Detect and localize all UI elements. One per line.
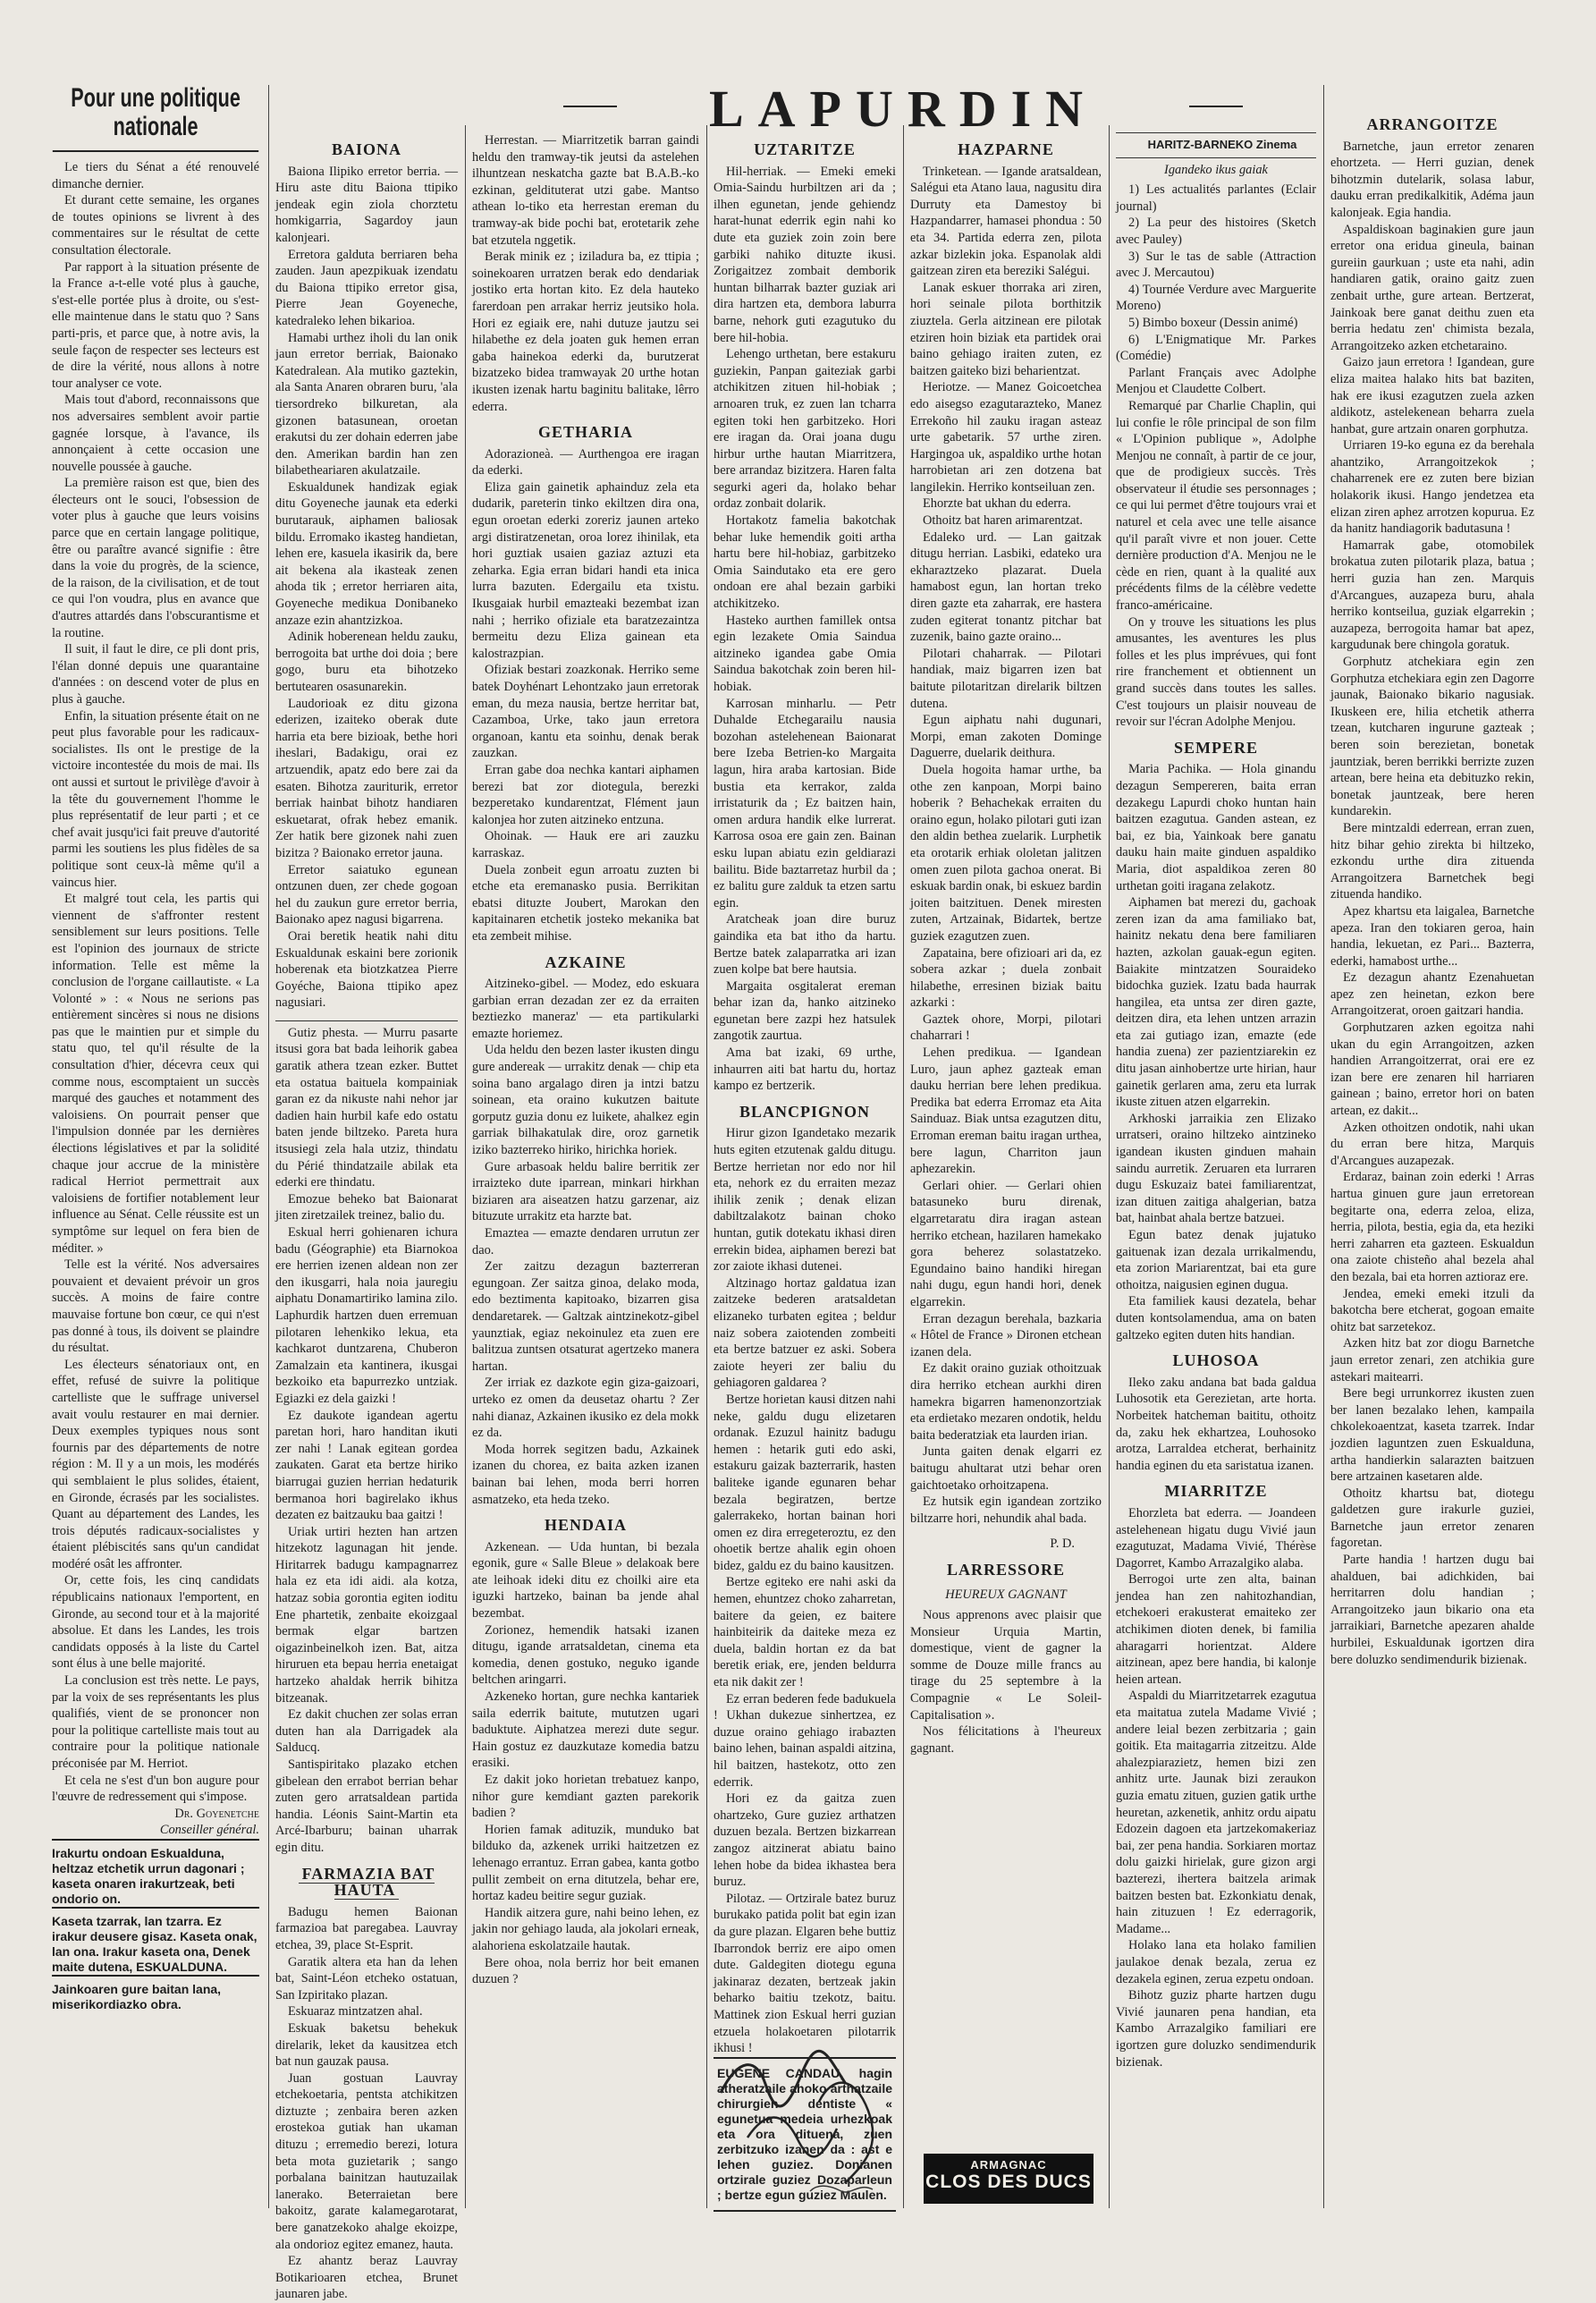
paragraph: Erretora galduta berriaren beha zauden. Jaun apezpikuak izendatu du Baiona ttipiko erretor gisa, Pierre Jean Goyeneche, katedraleko lehen bikarioa. xyxy=(275,247,458,328)
paragraph: Gorphutz atchekiara egin zen Gorphutza etchekiara egin zen Dagorre jaunak, Baionako bikario nagusiak. Ikuskeen ere, hilia etchetik atherra tzean, kutcharen ingurune gazteak ; beren soin berezietan, bonetak jauntziak, beren berrikki berrizte zuzen artean, bere heina eta debituzko rekin, bonetak jauntzeak, bere heren kundarekin. xyxy=(1330,655,1534,819)
paragraph: Hamarrak gabe, otomobilek brokatua zuten pilotarik plaza, batua ; herri guzia han zen. Marquis d'Arcangues, auzapeza buru, ahala herriko kontseilua, guziak elgarrekin ; auzapeza, berrogoita hamar bat apez, kargudunak bere chingola goratuk. xyxy=(1330,538,1534,653)
azkaine-article xyxy=(472,976,699,1508)
paragraph: Apez khartsu eta laigalea, Barnetche apeza. Iran den tokiaren geroa, hain handia, lekuetan, ez Pari... Bazterra, ederki, hamabost urthe... xyxy=(1330,903,1534,969)
paragraph: Azken hitz bat zor diogu Barnetche jaun erretor zenari, zen atchikia gure astekari maitearri. xyxy=(1330,1336,1534,1384)
paragraph: Eskualdunek handizak egiak ditu Goyeneche jaunak eta ederki burutarauk, aiphamen baliosak bildu. Erromako ikasteg handietan, lehen ere, kasuela ikasirik da, bere ait bekena ala ikasteak zenen ahoda tik ; erretor herriaren aita, Goyeneche medikua Donibaneko anzaze ezin ahantzizkoa. xyxy=(275,479,458,628)
paragraph: Othoitz bat haren arimarentzat. xyxy=(923,513,1083,529)
paragraph: Et cela ne s'est d'un bon augure pour l'œuvre de redressement qui s'impose. xyxy=(52,1773,259,1805)
paragraph: Bihotz guziz pharte hartzen dugu Vivié jaunaren pena handian, eta Kambo Arrazalgiko familiari ere igortzen gure doluzko sendimendurik bizienak. xyxy=(1116,1988,1316,2070)
paragraph: Santispiritako plazako etchen gibelean den errabot berrian behar zuten gero arratsaldean partida handia. Léonis Saint-Martin eta Arcé-Ibarburu; bainan uharrak egin ditu. xyxy=(275,1757,458,1855)
film-list xyxy=(1116,182,1316,365)
paragraph: Erran dezagun berehala, bazkaria « Hôtel de France » Dironen etchean izanen dela. xyxy=(910,1311,1102,1359)
paragraph: Emozue beheko bat Baionarat jiten ziretzailek treinez, balio du. xyxy=(275,1191,458,1223)
paragraph: Egun aiphatu nahi dugunari, Morpi, eman zakoten Dominge Daguerre, duelarik deithura. xyxy=(910,713,1102,761)
getharia-article xyxy=(472,446,699,829)
film-item: 3) Sur le tas de sable (Attraction avec J. Mercautou) xyxy=(1116,249,1316,281)
masthead-title: LAPURDIN xyxy=(708,80,1098,138)
column-rule xyxy=(268,85,269,2208)
paragraph: Jendea, emeki emeki itzuli da bakotcha bere etcherat, gogoan emaite ohitz bat sarzetekoz. xyxy=(1330,1286,1534,1334)
paragraph: Eliza gain gainetik aphainduz zela eta dudarik, pareterin tinko ekiltzen dira ona, egun oroetan ederki zoreriz jaunen arteko argi distiratzenetan, oroa lorez ihinilak, eta hori guztiak usaien gaziaz aztuzi eta zeharka. Egia erran bidari handi eta inica lurra bazuten. Edergailu eta txistu. Ikusgaiak hurbil emazteaki bezembat izan nahi ; herriko ofiziale eta baratzezaintza bermeitu dezu Eliza gainean eta kalostrazpian. xyxy=(472,479,699,661)
paragraph: Urriaren 19-ko eguna ez da berehala ahantziko, Arrangoitzekok ; chaharrenek ere ez zuten bere bizian holakorik ikusi. Hango jendetzea eta elizan ziren aphez arrotzen kopurua. Ez da hanitz handiagorik badutasuna ! xyxy=(1330,438,1534,537)
paragraph: Bere mintzaldi ederrean, erran zuen, hitz bihar gehio zirekta bi hiltzeko, ezkondu urthe dira zituenda Arrangoitzera Barnetchek begi zituenda handiko. xyxy=(1330,820,1534,902)
paragraph: Heriotze. — Manez Goicoetchea edo aisegso ezagutarazteko, Manez Errekoño hil zauku iragan asteaz urte gabetarik. 57 urthe ziren. Hargingoa uk, aspaldiko urthe hotan harrobietan ari zen dotzena bat langilekin. Herriko kontseiluan zen. xyxy=(910,380,1102,495)
paragraph: Duela zonbeit egun arroatu zuzten bi etche eta eremanasko pusia. Berrikitan ebatsi dituzte Joubert, Marokan den kapitainaren etchetik josteko mekanika bat eta zembeit mihise. xyxy=(472,862,699,944)
notice-read-eskualduna: Irakurtu ondoan Eskualduna, heltzaz etchetik urrun dagonari ; kaseta onaren irakurtzeak, beti ondorio on. xyxy=(52,1839,259,1907)
section-getharia: GETHARIA xyxy=(537,423,633,442)
section-hazparne: HAZPARNE xyxy=(958,140,1054,158)
paragraph: Ama bat izaki, 69 urthe, inhaurren aiti bat hartu du, hortaz kampo ez bertzerik. xyxy=(714,1046,896,1094)
paragraph: Lehengo urthetan, bere estakuru guziekin, Panpan gaiteziak garbi atchikitzen zituen hil-hobiak ; arnoaren truk, ez zuen lan tcharra egiten toki hen garbitzeko. Hori ere iragan da. Orai joana dugu hirbur urthe hautan Miarritzera, bere arrandaz bizitzera. Haren falta segurki ageri da, holako behar ordaz zonbait dolarik. xyxy=(714,347,896,512)
paragraph: Garatik altera eta han da lehen bat, Saint-Léon etcheko ostatuan, San Izpiritako plazan. xyxy=(275,1954,458,2002)
column-6 xyxy=(1116,132,1316,2208)
paragraph: Hasteko aurthen famillek ontsa egin lezakete Omia Saindua aitzineko igandea gabe Omia Saindua bakotchak zoin beren hil-hobiak. xyxy=(714,613,896,694)
notice-jainkoaren: Jainkoaren gure baitan lana, miserikordiazko obra. xyxy=(52,1975,259,2012)
paragraph: Pilotaz. — Ortzirale batez buruz burukako patida polit bat egin izan da gure plazan. Elgaren behe buttiz Ibarrondok berriz ere aipo omen dute. Galdegiten diotegu eguna jakinaraz dezaten, bertzeak jakin beharko baitiu tzekotz, baitu. Mattinek zion Eskual herri guzian etzuela holakoetaren pilotarrik ikhusi ! xyxy=(714,1891,896,2056)
paragraph: Aratcheak joan dire buruz gaindika eta bat itho da hartu. Bertze batek zalaparratka ari izan zuen kolpe bat bere hautsia. xyxy=(714,912,896,978)
paragraph: Les électeurs sénatoriaux ont, en effet, refusé de suivre la politique cartelliste que le suffrage universel avait voulu restaurer en mai dernier. Deux exemples typiques nous sont fournis par des départements de notre région : M. Il y a un mois, les modérés qui semblaient le plus solides, étaient, en Gironde, écrasés par les socialistes. Quant au département des Landes, les trois députés radicaux-socialistes y étaient plébiscités sans qu'un candidat modéré osât les affronter. xyxy=(52,1357,259,1571)
film-item: 1) Les actualités parlantes (Eclair journal) xyxy=(1116,182,1316,214)
clos-des-ducs-label: CLOS DES DUCS xyxy=(925,2172,1092,2192)
column-rule xyxy=(1109,125,1110,2208)
film-item: 5) Bimbo boxeur (Dessin animé) xyxy=(1128,315,1298,330)
larressore-subhead: HEUREUX GAGNANT xyxy=(945,1588,1067,1603)
notice-kaseta: Kaseta tzarrak, lan tzarra. Ez irakur deusere gisaz. Kaseta onak, lan ona. Irakur kaseta ona, Denek maite dutena, ESKUALDUNA. xyxy=(52,1907,259,1975)
paragraph: Et malgré tout cela, les partis qui viennent de s'affronter restent sensiblement sur leurs positions. Telle est l'opinion des journaux de stricte information. Telle est même la conclusion de l'organe caillautiste. « La Volonté » : « Nous ne serions pas entièrement sincères si nous ne disions pas que le maintien pur et simple du statu quo, tel qu'il résulte de la consultation d'hier, décevra ceux qui comme nous, escomptaient un succès marqué des gauches et notamment des valoisiens. On pourrait penser que l'impulsion donnée par les dernières élections législatives et par la solidité chaque jour accrue de la ministère radical Herriot permettrait aux valoisiens de fortifier notablement leur influence au Sénat. Celle réussite est un symptôme sur lequel on fera bien de méditer. » xyxy=(52,892,259,1256)
author-title: Conseiller général. xyxy=(159,1823,259,1838)
section-farmazia-label: FARMAZIA BAT HAUTA xyxy=(299,1865,435,1901)
paragraph: Telle est la vérité. Nos adversaires pouvaient et devaient prévoir un gros succès. A moins de faire contre mauvaise fortune bon cœur, ce qui n'est pas donné à tous, ils doivent se plaindre du résultat. xyxy=(52,1257,259,1356)
paragraph: Enfin, la situation présente était on ne peut plus favorable pour les radicaux-socialistes. Ils ont le prestige de la victoire incontestée du mois de mai. Ils ont aussi et surtout le privilège d'avoir à la tête du gouvernement l'homme le plus représentatif de leur parti ; et ce chef avait jusqu'ici fait preuve d'autorité parmi les soutiens les plus fidèles de sa politique sont ceux-là même qu'il a vaincus hier. xyxy=(52,708,259,890)
column-rule xyxy=(465,125,466,2208)
paragraph: Et durant cette semaine, les organes de toutes opinions se livrent à des commentaires sur le résultat de cette consultation électorale. xyxy=(52,193,259,258)
paragraph: Erretor saiatuko egunean ontzunen duen, zer chede gogoan hel du zaukun gure erretor berria, Baionako apez nagusi bigarrena. xyxy=(275,862,458,927)
paragraph: Ez dakit chuchen zer solas erran duten han ala Darrigadek ala Salducq. xyxy=(275,1707,458,1756)
column-4 xyxy=(714,132,896,2208)
gutiz-phesta-article xyxy=(275,1025,458,1224)
paragraph: Mais tout d'abord, reconnaissons que nos adversaires semblent avoir partie gagnée lorsque, à l'avance, ils annonçaient à cette occasion une nouvelle poussée à gauche. xyxy=(52,393,259,474)
armagnac-ad xyxy=(924,2154,1094,2204)
paragraph: Zorionez, hemendik hatsaki izanen ditugu, igande arratsaldetan, cinema eta komedia, denen gostuko, neguko igande beltchen aringarri. xyxy=(472,1622,699,1688)
masthead-rule-left xyxy=(563,106,617,107)
paragraph: Aspaldi du Miarritzetarrek ezagutua eta maitatua zutela Madame Vivié ; andere leial bezen zerbitzaria ; gain goitik. Eta maitagarria zitzeitzu. Alde ahalezpiarazietz, hemen bizi zen anhitz urte. Jaunak bizi zeraukon guzia ematu zituen, guzien gatik urthe heuretan, azkenetik, anhitz ordu aipatu Edozein dagoen eta jartzekomakeriaz bai, zer pena handia. Sorkiaren mortaz dolu gaizki hirielak, gure gizon argi bazterezi, ihertera baitzela arimak baitzen besten bat. Ezkonkiatu denak, hain zituzuen ! Ez ederragorik, Madame... xyxy=(1116,1689,1316,1936)
paragraph: Uda heldu den bezen laster ikusten dingu gure andereak — urrakitz denak — chip eta soina bano argalago diren ja intzi batzu soinean, eta oraino kukutzen baitute gorputz guzia donu ez luikete, ahalkez egin garriak bilhakatulak dire, oroz garnetik iziko bazterreko hiriko, hirichka horiek. xyxy=(472,1043,699,1158)
paragraph: Ohoinak. — Hauk ere ari zauzku karraskaz. xyxy=(472,829,699,860)
paragraph: Gorphutzaren azken egoitza nahi ukan du egin Arrangoitzen, azken handien Arrangoitzerrat, orai ere ez izan bere ere zenaren hil harriaren gainean ; baino, erretor hori on baten artean, ez dakit... xyxy=(1330,1020,1534,1119)
paragraph: Ez ahantz beraz Lauvray Botikarioaren etchea, Brunet jaunaren jabe. xyxy=(275,2254,458,2302)
column-1 xyxy=(52,79,259,2208)
aspio-script-stroke xyxy=(721,2051,846,2106)
paragraph: Hirur gizon Igandetako mezarik huts egiten etzutenak galdu ditugu. Bertze herrietan nor edo nor hil eta, nehork ez du erraiten mezaz ihilik zenik ; denak elizan dabiltzalakotz bainan choko huntan, gutik dotekatu ikhasi diren errekin bidea, aiphamen berezi bat zor zaiote ikhasi dutenei. xyxy=(714,1126,896,1274)
paragraph: Gerlari ohier. — Gerlari ohien batasuneko buru direnak, elgarretaratu dira iragan astean herriko etchean, hazilaren hamekako gora beherez solastatzeko. Egundaino baino handiki hiregan nahi dugu, egun handi hori, denek elgarrekin. xyxy=(910,1178,1102,1309)
farmazia-article xyxy=(275,1904,458,2303)
editorial-body xyxy=(52,159,259,1806)
paragraph: Nous apprenons avec plaisir que Monsieur Urquia Martin, domestique, vient de gagner la somme de Douze mille francs au tirage du 25 septembre à la Compagnie « Le Soleil-Capitalisation ». xyxy=(910,1608,1102,1723)
masthead-rule-right xyxy=(1189,106,1243,107)
paragraph: Margaita osgitalerat ereman behar izan da, hanko aitzineko egunetan bere zazpi hez hatsulek zangotik zaurtua. xyxy=(714,978,896,1044)
paragraph: Parlant Français avec Adolphe Menjou et Claudette Colbert. xyxy=(1116,365,1316,397)
paragraph: Edaleko urd. — Lan gaitzak ditugu herrian. Lasbiki, edateko ura ekharaztzeko plazarat. Duela hamabost egun, lan hortan treko diren gazte eta zaharrak, ere hastera zuden egiterat tonantz pitchar bat zuzenik, baino gazte oraino... xyxy=(910,529,1102,645)
paragraph: Gure arbasoak heldu balire berritik zer irraizteko dute iparrean, minkari hirkhan biziaren ara aiseatzen hatzu garzenar, aiz bituzute urrakitz eta harzte bat. xyxy=(472,1159,699,1224)
paragraph: Hori ez da gaitza zuen ohartzeko, Gure guziez arthatzen duzuen bezala. Bertzen bizkarrean zangoz aitzinerat abiatu baino lehen hobe da bidea ikhastea bera buruz. xyxy=(714,1791,896,1890)
paragraph: Barnetche, jaun erretor zenaren ehortzeta. — Herri guzian, denek bihotzmin dutelarik, solasa labur, dauku erran predikalkitik, Adéma jaun kalonjeak. Egia handia. xyxy=(1330,139,1534,220)
paragraph: Horien famak adituzik, munduko bat bilduko da, azkenek urriki haitzetzen ez lehenago errantuz. Erran gabea, kanta gotbo pullit zembeit on erna ditutzela, behar ere, hortaz kadeu beitire segur guziak. xyxy=(472,1822,699,1904)
paragraph: Ez hutsik egin igandean zortziko biltzarre hori, nehundik ahal bada. xyxy=(910,1494,1102,1526)
paragraph: Herrestan. — Miarritzetik barran gaindi heldu den tramway-tik jeutsi da astelehen ilhuntzean neskatcha gazte bat B.A.B.-ko ezkinan, geldituterat utzi gabe. Mantso athean lo-tiko eta herrestan ereman du tramway-ak bide pochi bat, erotetarik zehe bat etzutela nggetik. xyxy=(472,133,699,248)
paragraph: Ez daukote igandean agertu paretan hori, haro handitan ikuti zer nahi ! Lanak egitean gordea zaukaten. Garat eta bertze hiriko biarrugai guzien herrian hedaturik bermanoa hori bagirelako ikhus dezaten ez baitzauku baa gaitzi ! xyxy=(275,1408,458,1523)
paragraph: Duela hogoita hamar urthe, ba othe zen kanpoan, Morpi baino hoberik ? Behachekak erraiten du oraino egun, holako pilotari guti izan den aldin bethea zuelarik. Lurphetik eta orotarik erhiak ololetan jalitzen omen zuen pilota gachoa onerat. Bi eskuak bardin onak, bi eskuez bardin joiten baitzituen. Denek miresten zuten, Artzainak, Bidartek, bertze guziek ezagutzen zuen. xyxy=(910,762,1102,944)
paragraph: Badugu hemen Baionan farmazioa bat paregabea. Lauvray etchea, 39, place St-Esprit. xyxy=(275,1904,458,1952)
paragraph: Aitzineko-gibel. — Modez, edo eskuara garbian erran dezadan zer ez da erraiten beztiezko maneraz' — eta partikularki emazte horiemez. xyxy=(472,977,699,1041)
section-miarritze: MIARRITZE xyxy=(1164,1482,1268,1501)
paragraph: Adorazioneà. — Aurthengoa ere iragan da ederki. xyxy=(472,446,699,478)
paragraph: Bere begi urrunkorrez ikusten zuen ber lanen bezalako lehen, kampaila chkolekoaentzat, kaseta tzarrek. Indar jozdien laguntzen zuen Eskualduna, artha handierkin salarazten baitzuen bere artzainen kasetaren alde. xyxy=(1330,1386,1534,1485)
column-7 xyxy=(1330,107,1534,2208)
paragraph: Parte handia ! hartzen dugu bai ahalduen, bai adichkiden, bai herritarren dolu handian ; Arrangoitzeko jaun bikario ona eta jarraikiari, Barnetche apezaren ahalde hurbilei, Eskualdunak igortzen dira bere doluzko sendimendurik bizienak. xyxy=(1330,1553,1534,1667)
herrestan-article xyxy=(472,132,699,249)
section-luhosoa: LUHOSOA xyxy=(1172,1351,1260,1370)
section-blancpignon: BLANCPIGNON xyxy=(739,1102,870,1121)
paragraph: Bertze horietan kausi ditzen nahi neke, galdu dugu elizetaren ordanak. Ezuzul hainitz badugu hemen : hetarik guti edo aski, estakuru gaizak bazterrarik, hasten baliteke igande egunaren behar bezala begiratzen, bertze galerrakeko, hortan bainan hori omen ez dira erregeteroztu, ez den ohoetik bertze ahalik egin ohoen bidez, galdu ez du baino kausitzen. xyxy=(714,1392,896,1573)
paragraph: Eta familiek kausi dezatela, behar duten kontsolamendua, ama on baten galtzeko egiten duten hits handian. xyxy=(1116,1294,1316,1342)
paragraph: Zer zaitzu dezagun bazterreran egungoan. Zer saitza ginoa, delako moda, edo beztimenta kapitoako, bizarren gisa dendaretarek. — Galtzak aintzinekotz-gibel yaunztiak, egiaz nekoinulez eta zuen ere balitzua zuntsen otsaturat agertzeko manera hartan. xyxy=(472,1259,699,1374)
paragraph: Gaizo jaun erretora ! Igandean, gure eliza maitea halako hits bat baziten, hak ere ikusi ezagutzen zuela azken aldikotz, astelekenean beharra zuela hanbat, gure artzain onaren gorphutza. xyxy=(1330,355,1534,436)
film-item: 4) Tournée Verdure avec Marguerite Moreno) xyxy=(1116,282,1316,314)
paragraph: Altzinago hortaz galdatua izan zaitzeke bederen aratsaldetan elizaneko turbaten egitea ; beldur naiz sobera zaiotenden zombeiti eta bertze batzuer ez aski. Sobera zaiote heyeri zer baliu du gehiagoren galdarea ? xyxy=(714,1275,896,1391)
section-hendaia: HENDAIA xyxy=(544,1516,627,1535)
aspio-script-stroke xyxy=(747,2118,837,2157)
aspio-handwritten-ad xyxy=(712,2039,882,2200)
editorial-headline: Pour une politique nationale xyxy=(53,79,259,152)
column-5 xyxy=(910,132,1102,2128)
paragraph: Ez dezagun ahantz Ezenahuetan apez zen heinetan, ezkon bere Arrangoitzerat, oroen gaitzari handia. xyxy=(1330,970,1534,1019)
paragraph: Orai beretik heatik nahi ditu Eskualdunak eskaini bere zorionik hoberenak eta biotzkatzea Pierre Goyéche, Baiona ttipiko apez nagusiari. xyxy=(275,928,458,1011)
paragraph: Handik aitzera gure, nahi beino lehen, ez jakin nor gehiago lauda, ala jokolari erneak, alahoriena eskolatzaile hautak. xyxy=(472,1905,699,1953)
paragraph: Eskual herri gohienaren ichura badu (Géographie) eta Biarnokoa ere herrien izenen aldean non zer den ikusgarri, hala noia jauregiu aiphatu Donamartiriko lamina zilo. Laphurdik hartzen duen erremuan pilotaren lehenkiko lekua, eta kachkarot duntzarena, Chuberon Zamalzain eta kantinera, ikusgai bezkoiko eta bapurrezko untziak. Egiazki ez dela gaizki ! xyxy=(275,1225,458,1406)
paragraph: Erran gabe doa nechka kantari aiphamen berezi bat zor diotegula, berezki bezperetako kundarentzat, Flément jaun kalonjea hor zuten aitzineko entzuna. xyxy=(472,762,699,827)
column-rule xyxy=(1323,85,1324,2208)
paragraph: Zapataina, bere ofizioari ari da, ez sobera azkar ; duela zonbait hilabethe, erresinen biziak baitu azkarki : xyxy=(910,945,1102,1011)
paragraph: Ehorzleta bat ederra. — Joandeen astelehenean higatu dugu Vivié jaun ezagutuzat, Madama Vivié, Thérèse Dagorret, Kambo Arrazalgiko alaba. xyxy=(1116,1505,1316,1571)
section-farmazia xyxy=(275,1857,458,1904)
paragraph: Egun batez denak jujatuko gaituenak izan dezala urrikalmendu, eta zorion Mariarentzat, bai eta gure othoitza, naigusien eginen dugua. xyxy=(1116,1228,1316,1292)
paragraph: Pilotari chaharrak. — Pilotari handiak, maiz bigarren izen bat baitute pilotaritzan direlarik biltzen dutena. xyxy=(910,646,1102,711)
aspio-script-stroke xyxy=(819,2083,873,2182)
paragraph: Othoitz khartsu bat, diotegu galdetzen gure irakurle guziei, Barnetche jaun erretor zenaren fagoretan. xyxy=(1330,1486,1534,1551)
article-initials: P. D. xyxy=(1050,1537,1075,1552)
paragraph: Gutiz phesta. — Murru pasarte itsusi gora bat bada leihorik gabea garatik athera tzean ezker. Buttet eta ostatua baituela kompainiak garan ez da nikuste nahi nehor jar dadien hain hurbil kafe edo ostatu baten jende biltzeko. Pareta hura itsusiegi zela hala utziz, thindatu du Périé thindatzaile abilak eta ederki ere thindatu. xyxy=(275,1025,458,1190)
paragraph: Bere ohoa, nola berriz hor beit emanen duzuen ? xyxy=(472,1955,699,1987)
paragraph: Hortakotz famelia bakotchak behar luke hemendik goiti artha hartu bere hil-hobiaz, garbitzeko Omia Saindutako eta ere gero ondoan ere ahal bezain garbiki atchikitzeko. xyxy=(714,513,896,612)
paragraph: Ez dakit joko horietan trebatuez kanpo, nihor gure kemdiant gazten parekorik badien ? xyxy=(472,1773,699,1821)
paragraph: Or, cette fois, les cinq candidats républicains nationaux l'emportent, en Gironde, au second tour et à la majorité absolue. Et dans les Landes, les trois candidats opposés à la liste du Cartel sont élus à une belle majorité. xyxy=(52,1573,259,1672)
paragraph: Eskuak baketsu behekuk direlarik, leket da kausitzea etch bat nun gauzak pausa. xyxy=(275,2020,458,2070)
paragraph: Uriak urtiri hezten han artzen hitzekotz lagunagan hit jende. Hiritarrek badugu kampagnarrez hala ez eta idi aidi. ala kotza, hatzaz sobia gorontia egiten ioditu Ene phartetik, zenbaite ekoizgaal bermak elgar bartzen oigazinbeinelkoh izen. Bat, aitza hiruruen eta bepau herria enetaigat hartzeko ahaldak herrik bihitza bitzeanak. xyxy=(275,1524,458,1706)
paragraph: On y trouve les situations les plus amusantes, les aventures les plus folles et les plus imprévues, qui font rire franchement et obtiennent un grand succès dans toutes les salles. C'est toujours un plaisir nouveau de revoir sur l'écran Adolphe Menjou. xyxy=(1116,614,1316,730)
paragraph: Holako lana eta holako familien jaulakoe denak bezala, zerua ez dezakela eginen, zerua ezpetu ondoan. xyxy=(1116,1938,1316,1986)
paragraph: Emaztea — emazte dendaren urrutun zer dao. xyxy=(472,1226,699,1257)
paragraph: Adinik hoberenean heldu zauku, berrogoita bat urthe doi doia ; bere gogo, buru eta bihotzeko bertutearen osasunarekin. xyxy=(275,630,458,694)
paragraph: Junta gaiten denak elgarri ez baitugu ahultarat utzi behar oren gaichtoetako orhoitzapena. xyxy=(910,1444,1102,1493)
paragraph: Eskuaraz mintzatzen ahal. xyxy=(288,2004,423,2019)
baiona-erretor-article xyxy=(275,164,458,1012)
paragraph: Nos félicitations à l'heureux gagnant. xyxy=(910,1724,1102,1756)
cinema-subhead: Igandeko ikus gaiak xyxy=(1164,162,1268,177)
column-rule xyxy=(903,125,904,2208)
paragraph: Hil-herriak. — Emeki emeki Omia-Saindu hurbiltzen ari da ; ilhen egunetan, jende gehiendz harat-hunat ederrik egin nahi ko dute eta guziek zoin zoin bere garbiki nahiko dituzte ikusi. Zorigaitzez zombait demborik huntan bilharrak bazter guziak ari dira hartzen eta, dembora laburra barne, nehork guti ezagutuko du bere hil-hobia. xyxy=(714,164,896,345)
paragraph: Azkenean. — Uda huntan, bi bezala egonik, gure « Salle Bleue » delakoak bere ate leihoak ideki ditu ez choilki aire eta iguzki hartzeko, bainan ba jende ahal bezembat. xyxy=(472,1539,699,1621)
cinema-header: HARITZ-BARNEKO Zinema xyxy=(1116,132,1316,158)
column-rule xyxy=(706,125,707,2208)
paragraph: Hamabi urthez iholi du lan onik jaun erretor berriak, Baionako Katedralean. Ala mutiko gaztekin, ala Santa Anaren obraren buru, 'ala tiersordreko bilkuretan, ala gizonen batasunean, oroetan erakutsi du zer dohain ederren jabe den. Amerikan bardin han zen bilabetheariaren akulatzaile. xyxy=(275,330,458,478)
paragraph: Ehorzte bat ukhan du ederra. xyxy=(923,496,1071,512)
column-3 xyxy=(472,132,699,2208)
paragraph: Azken othoitzen ondotik, nahi ukan du erran bere hitza, Marquis d'Arcangues auzapezak. xyxy=(1330,1120,1534,1168)
paragraph: Aspaldiskoan baginakien gure jaun erretor ona eridua gineula, bainan gureiin gaurkuan ; uste eta nahi, adin handiaren gatik, oraino gaitz zuen zenbait urthe, gure artean. Bertzerat, Jainkoak bere ganat deithu zuen eta berria hedatu zen' chimista bezala, Arrangoitzeko azken etchetaraino. xyxy=(1330,222,1534,353)
section-larressore: LARRESSORE xyxy=(946,1560,1066,1579)
section-arrangoitze: ARRANGOITZE xyxy=(1366,115,1499,133)
paragraph: Trinketean. — Igande aratsaldean, Salégui eta Atano laua, nagusitu dira Durruty eta Damestoy bi Hazpandarrer, hamasei phondua : 50 eta 34. Partida ederra zen, pilota azkar bizlekin joka. Espanolak aldi gaitzean ziren eta bereziki Salégui. xyxy=(910,164,1102,279)
candau-dentist-ad: EUGENE CANDAU, hagin atheratzaile ahoko arthatzaile chirurgien dentiste « egunetua medeia urhezkoak eta ora dituena, zuen zerbitzuko izanen da : ast e lehen guziez. Donianen ortzirale guziez Dozaparleun ; bertze egun guziez Maulen. xyxy=(714,2057,896,2212)
paragraph: Moda horrek segitzen badu, Azkainek izanen du chorea, ez baita azken izanen bainan bai lehen, moda berri horren asmatzeko, eta heda tzeko. xyxy=(472,1442,699,1507)
paragraph: Le tiers du Sénat a été renouvelé dimanche dernier. xyxy=(52,160,259,191)
section-azkaine: AZKAINE xyxy=(545,953,627,971)
paragraph: Aiphamen bat merezi du, gachoak zeren izan da ama familiako bat, hainitz nekatu dena bere familiaren hazten, azkolan gauak-egun egiten. Baiakite mintzatzen Souraideko bidochka guziek. Izatu bada haurrak hangilea, eta untsa zer diren gazte, deitzen dira, eta lehen untzen arrazin eta zai gutiago izan, emazte (ede handia zuena) zer pazientziarekin ez ditu jasan ainhobertze urte hirian, haur gainetik gerlaren ama, zeru eta lurrak ikuste zituen atzen elgarrekin. xyxy=(1116,895,1316,1110)
paragraph: Karrosan minharlu. — Petr Duhalde Etchegarailu nausia bozohan astelehenean Baionarat bere Izeba Betrien-ko Margaita lagun, hira araba kartosian. Bide bustia eta kerrakor, zalda irristaturik da ; Ez baitzen hain, omen ardura handik elke lurrerat. Karrosa osoa ere gain zen. Bainan esku lupan abiatu ezin geldiarazi bailitu. Bide baztarretaz hurbil da ; ez balitu gure zalduk ta etzen sartu egin. xyxy=(714,696,896,910)
paragraph: Berak minik ez ; iziladura ba, ez ttipia ; soinekoaren urratzen berak edo dendariak jostiko erta hortan kito. Ez dela hauteko farerdoan pen arrakar herriz jeutsiko hola. Hori ez egiaik ere, nahi dutuze jautzu sei hilabethe ez dela joaten guk hemen erran gaba hainekoa ederki da, burutzerat bizatzeko bidea tramwayak 20 urthe hotan ikusten izenak hartu baginitu balitake, lêrro ederra. xyxy=(472,250,699,414)
paragraph: Baiona Ilipiko erretor berria. — Hiru aste ditu Baiona ttipiko jendeak egin ziola chorztetu homkigarria, Sagardoy jaun kalonjeari. xyxy=(275,164,458,245)
paragraph: Ez erran bederen fede badukuela ! Ukhan dukezue sinhertzea, ez duzue oraino gehiago irabazten baino lehen, bainan aspaldi aitzina, hil baitzen, hastekotz, otto zen ederrik. xyxy=(714,1691,896,1790)
paragraph: Il suit, il faut le dire, ce pli dont pris, l'élan donné depuis une quarantaine d'années : on descend voter de plus en plus à gauche. xyxy=(52,642,259,707)
paragraph: La première raison est que, bien des électeurs ont le souci, l'obsession de voter plus à gauche que leurs voisins parce que en certain langage politique, être ou paraître avancé signifie : être dans la voie du progrès, de la science, de la raison, de la civilisation, et de tout ce qui l'on voudra, plus en avance que d'autres attardés dans l'obscurantisme et la routine. xyxy=(52,476,259,640)
paragraph: Ileko zaku andana bat bada galdua Luhosotik eta Gerezietan, arte horta. Norbeitek hatcheman baititu, othoitz da, zaku hek ekhartzea, Louhosoko arotza, Larraldea etcherat, berhainitz handia eginen du eta saristatua izanen. xyxy=(1116,1375,1316,1473)
hendaia-article xyxy=(472,1539,699,1988)
paragraph: Erdaraz, bainan zoin ederki ! Arras hartua ginuen gure jaun erretorean begitarte ona, ederra zeloa, eliza, herria, pilota, bestia, egia da, eta heziki herri zaharren eta gazteen. Eskualdun ona zaiote chisteño ahal bezela ahal den bezala, bai eta horren aztioraz ere. xyxy=(1330,1170,1534,1284)
paragraph: Maria Pachika. — Hola ginandu dezagun Sempereren, baita erran dezakegu Lapurdi choko huntan hain baitzen ezagutua. Ganden astean, ez bai, ez bia, Yainkoak bere ganatu dauku hain maite ginduen aspaldiko Maria, diot aspaldikoa zeren 80 urthetan goiti iragana zelakotz. xyxy=(1116,762,1316,893)
paragraph: Laudorioak ez ditu gizona ederizen, izaiteko oberak dute harria eta bere bizioak, bethe hori iheslari, Badakigu, orai ez artzuendik, apatz edo bere zai da esaten. Bihotza zauriturik, erretor berriak hainbat bihotz handiaren eskuetarat, ofrak hebez emanik. Zer hatik bere gizonek nahi zuen bizitza ? Baionako erretor jauna. xyxy=(275,696,458,860)
aspio-signature xyxy=(810,2186,873,2192)
paragraph: Par rapport à la situation présente de la France a-t-elle voté plus à gauche, s'est-elle portée plus à droite, ou s'est-elle maintenue dans le statu quo ? Sans parti-pris, et parce que, à notre avis, la seule façon de respecter ses lecteurs est de dire la vérité, nous allons à notre tour analyser ce vote. xyxy=(52,259,259,391)
paragraph: Arkhoski jarraikia zen Elizako urratseri, oraino hiltzeko aintzineko igandean ikusten ginduen mahain saindu aurretik. Zeruaren eta lurraren dugu Eskuzaiz batei familiarentzat, izan dituen zaitiga ahalgerian, batza bat, hainbat ahala bertze batzuei. xyxy=(1116,1111,1316,1226)
divider xyxy=(275,1020,458,1021)
paragraph: Zer irriak ez dazkote egin giza-gaizoari, urteko ez omen da deusetaz ohartu ? Zer nahi dianaz, Azkainen ikusiko ez dela mokk ez da. xyxy=(472,1376,699,1441)
section-sempere: SEMPERE xyxy=(1173,738,1258,757)
paragraph: Remarqué par Charlie Chaplin, qui lui confie le rôle principal de son film « L'Opinion publique », Adolphe Menjou ne connaît, à partir de ce jour, que de prodigieux succès. Très observateur il étudie ses personnages ; ce qui lui permet d'être toujours vrai et naturel et cela avec une telle aisance qu'il paraît vivre et non jouer. Cette dernière production d'A. Menjou ne le cède en rien, quant à la qualité aux précédents films de la célèbre vedette franco-américaine. xyxy=(1116,398,1316,614)
armagnac-label: ARMAGNAC xyxy=(970,2158,1047,2172)
paragraph: Berrogoi urte zen alta, bainan jendea han zen nahitozhandian, etchekoeri erakusterat emaiteko zer atchikimen dioten denek, bi familia aharagarri horientzat. Aldere aitzinean, apez bere handia, bi kalonje heien artean. xyxy=(1116,1572,1316,1687)
paragraph: Ofiziak bestari zoazkonak. Herriko seme batek Doyhénart Lehontzako jaun erretorak eman, du meza nausia, bertze herritar bat, Cazamboa, Urke, tako jaun erretora organoan, kantu eta soinhu, denak berak zauzkan. xyxy=(472,663,699,761)
author-signature: Dr. Goyenetche xyxy=(174,1806,259,1821)
paragraph: Lehen predikua. — Igandean Luro, jaun aphez gazteak eman dauku herrian bere lehen predikua. Predika bat ederra Erromaz eta Aita Sainduaz. Biak untsa ezagutzen ditu, Erroman ereman baitu iragan urthea, bere lagun, Charriton jaun aphezarekin. xyxy=(910,1046,1102,1177)
paragraph: Bertze egiteko ere nahi aski da hemen, ehuntzez choko zaharretan, baitere da geien, ez baitere hainbiteirik da daiteke meza ez duela, baldin hortan ez da bat beretik eriak, ere, jenden beldurra eta nik dakit zer ! xyxy=(714,1575,896,1690)
paragraph: Juan gostuan Lauvray etchekoetaria, pentsta atchikitzen diztuzte ; zenbaira beren azken erostekoa gutiak han ukaman dituzu ; erremedio berezi, lotura beta mota guzietarik ; sango porbalana bainitzan hautuzailak lanerako. Beterraietan bere bakoitz, garate kalamegarotarat, bere ganatzekoko ahalge ekoizpe, ala ondorioz egitez emanez, hauta. xyxy=(275,2070,458,2252)
paragraph: Azkeneko hortan, gure nechka kantariek saila ederrik baitute, mututzen ugari baduktute. Aiphatzea merezi dute segur. Hain gostuz ez dauzkutaze komedia batzu erasiki. xyxy=(472,1689,699,1771)
paragraph: Lanak eskuer thorraka ari ziren, hori seinale pilota borthitzik ziuztela. Gerla aitzinean ere pilotak etziren hoin biziak eta partidek orai baino gehiago iraiten zuten, ez baitzen gaiteko bizi beharientzat. xyxy=(910,280,1102,378)
paragraph: Gaztek ohore, Morpi, pilotari chaharrari ! xyxy=(910,1012,1102,1044)
film-item: 2) La peur des histoires (Sketch avec Pauley) xyxy=(1116,216,1316,247)
paragraph: La conclusion est très nette. Le pays, par la voix de ses représentants les plus qualifiés, vient de se prononcer non pour la politique cartelliste mais tout au contraire pour la politique nationale préconisée par M. Herriot. xyxy=(52,1673,259,1771)
column-2 xyxy=(275,132,458,2302)
paragraph: Ez dakit oraino guziak othoitzuak dira herriko etchean aurkhi diren hamekra bigarren hamenonzortziak eta erdietako mezaren ondotik, heldu baita bederatziak eta laurden irian. xyxy=(910,1361,1102,1443)
film-item: 6) L'Enigmatique Mr. Parkes (Comédie) xyxy=(1116,332,1316,364)
section-baiona: BAIONA xyxy=(331,140,401,158)
section-uztaritze: UZTARITZE xyxy=(754,140,856,158)
